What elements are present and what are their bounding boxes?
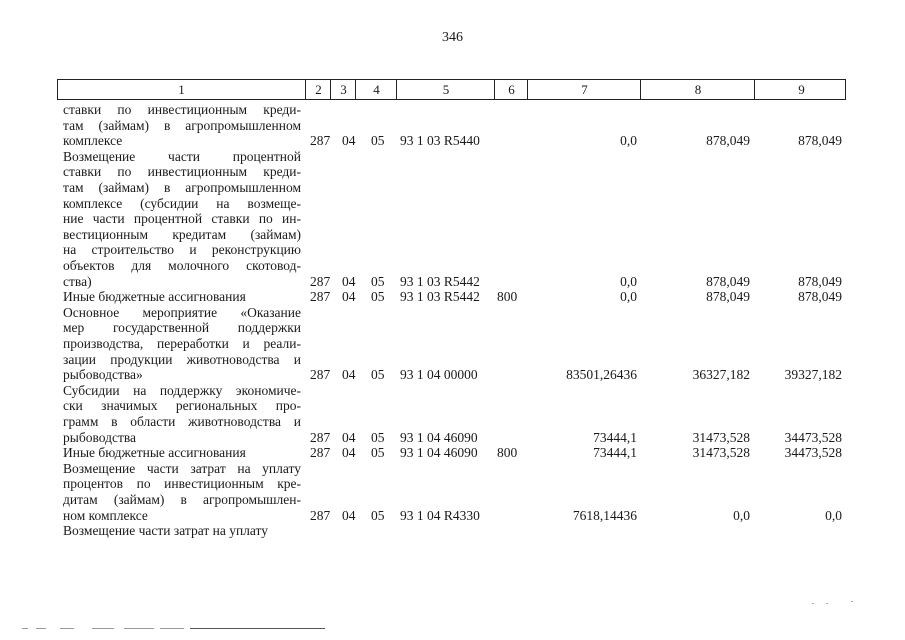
description-line: комплексе bbox=[63, 133, 123, 149]
table-row bbox=[0, 445, 905, 461]
description-line: Возмещение части процентной bbox=[63, 148, 301, 164]
cell-target-article: 93 1 03 R5442 bbox=[400, 273, 480, 289]
description-line: ставки по инвестиционным креди- bbox=[63, 102, 301, 117]
cell-ved: 287 bbox=[310, 289, 331, 305]
description-line: вестиционным кредитам (займам) bbox=[63, 226, 301, 242]
cell-subsection: 05 bbox=[371, 367, 385, 383]
cell-amount-col9: 34473,528 bbox=[784, 445, 842, 461]
cell-subsection: 05 bbox=[371, 429, 385, 445]
cell-section: 04 bbox=[342, 273, 356, 289]
description-line: ние части процентной ставки по ин- bbox=[63, 211, 301, 227]
table-row bbox=[0, 274, 905, 290]
scan-artifact-speck bbox=[851, 601, 853, 602]
cell-amount-col8: 31473,528 bbox=[692, 445, 750, 461]
cell-subsection: 05 bbox=[371, 133, 385, 149]
description-line: ставки по инвестиционным креди- bbox=[63, 164, 301, 180]
description-line: Иные бюджетные ассигнования bbox=[63, 289, 246, 305]
cell-target-article: 93 1 04 46090 bbox=[400, 429, 478, 445]
scan-artifact-line bbox=[190, 628, 325, 629]
description-line: на строительство и реконструкцию bbox=[63, 242, 301, 258]
cell-amount-col9: 39327,182 bbox=[784, 367, 842, 383]
scan-artifact-dash bbox=[60, 628, 74, 629]
cell-ved: 287 bbox=[310, 445, 331, 461]
cell-subsection: 05 bbox=[371, 445, 385, 461]
cell-target-article: 93 1 04 00000 bbox=[400, 367, 478, 383]
cell-amount-col7: 7618,14436 bbox=[572, 507, 637, 523]
cell-expense-type: 800 bbox=[497, 289, 518, 305]
cell-section: 04 bbox=[342, 445, 356, 461]
description-line: дитам (займам) в агропромышлен- bbox=[63, 491, 301, 507]
column-header-2: 2 bbox=[305, 80, 331, 99]
description-line: рыбоводства bbox=[63, 429, 137, 445]
cell-ved: 287 bbox=[310, 273, 331, 289]
description-line: ства) bbox=[63, 273, 92, 289]
cell-target-article: 93 1 04 R4330 bbox=[400, 507, 480, 523]
column-header-3: 3 bbox=[330, 80, 356, 99]
description-line: мер государственной поддержки bbox=[63, 320, 301, 336]
column-header-9: 9 bbox=[754, 80, 848, 99]
table-header bbox=[57, 79, 846, 100]
scan-artifact-dash bbox=[160, 628, 184, 629]
cell-amount-col7: 0,0 bbox=[620, 273, 637, 289]
table-row bbox=[0, 289, 905, 305]
cell-target-article: 93 1 03 R5442 bbox=[400, 289, 480, 305]
column-header-4: 4 bbox=[355, 80, 397, 99]
cell-target-article: 93 1 03 R5440 bbox=[400, 133, 480, 149]
description-line: Возмещение части затрат на уплату bbox=[63, 460, 301, 476]
description-line: грамм в области животноводства и bbox=[63, 413, 301, 429]
description-line: там (займам) в агропромышленном bbox=[63, 117, 301, 133]
table-row bbox=[0, 133, 905, 149]
cell-ved: 287 bbox=[310, 133, 331, 149]
cell-amount-col8: 878,049 bbox=[706, 289, 750, 305]
cell-amount-col8: 878,049 bbox=[706, 133, 750, 149]
scan-artifact-dash bbox=[36, 628, 46, 629]
description-line: Возмещение части затрат на уплату bbox=[63, 523, 269, 539]
cell-amount-col8: 31473,528 bbox=[692, 429, 750, 445]
description-line: Основное мероприятие «Оказание bbox=[63, 304, 301, 320]
scan-artifact-dash bbox=[92, 628, 114, 629]
cell-expense-type: 800 bbox=[497, 445, 518, 461]
cell-amount-col7: 73444,1 bbox=[593, 445, 637, 461]
description-line: Субсидии на поддержку экономиче- bbox=[63, 382, 301, 398]
cell-subsection: 05 bbox=[371, 273, 385, 289]
cell-section: 04 bbox=[342, 429, 356, 445]
cell-ved: 287 bbox=[310, 507, 331, 523]
column-header-6: 6 bbox=[494, 80, 528, 99]
description-line: объектов для молочного скотовод- bbox=[63, 257, 301, 273]
cell-amount-col8: 36327,182 bbox=[692, 367, 750, 383]
cell-amount-col8: 0,0 bbox=[733, 507, 750, 523]
cell-amount-col9: 34473,528 bbox=[784, 429, 842, 445]
cell-amount-col9: 878,049 bbox=[798, 133, 842, 149]
column-header-8: 8 bbox=[640, 80, 755, 99]
cell-amount-col7: 0,0 bbox=[620, 133, 637, 149]
cell-amount-col9: 0,0 bbox=[825, 507, 842, 523]
page-number: 346 bbox=[442, 30, 463, 45]
description-line: ски значимых региональных про- bbox=[63, 398, 301, 414]
scan-artifact-speck bbox=[812, 603, 814, 604]
cell-ved: 287 bbox=[310, 429, 331, 445]
table-row bbox=[0, 430, 905, 446]
cell-amount-col8: 878,049 bbox=[706, 273, 750, 289]
cell-section: 04 bbox=[342, 289, 356, 305]
cell-amount-col7: 73444,1 bbox=[593, 429, 637, 445]
column-header-7: 7 bbox=[527, 80, 641, 99]
description-line: Иные бюджетные ассигнования bbox=[63, 445, 246, 461]
row-description bbox=[63, 523, 301, 539]
description-line: зации продукции животноводства и bbox=[63, 351, 301, 367]
cell-amount-col7: 83501,26436 bbox=[566, 367, 637, 383]
row-description bbox=[63, 149, 301, 289]
cell-subsection: 05 bbox=[371, 507, 385, 523]
description-line: процентов по инвестиционным кре- bbox=[63, 476, 301, 492]
column-header-1: 1 bbox=[178, 82, 185, 97]
scan-artifact-speck bbox=[826, 603, 828, 604]
description-line: ном комплексе bbox=[63, 507, 148, 523]
cell-section: 04 bbox=[342, 367, 356, 383]
description-line: комплексе (субсидии на возмеще- bbox=[63, 195, 301, 211]
scan-artifact-dash bbox=[124, 628, 154, 629]
description-line: производства, переработки и реали- bbox=[63, 335, 301, 351]
cell-section: 04 bbox=[342, 133, 356, 149]
scan-artifact-dash bbox=[22, 628, 28, 629]
cell-section: 04 bbox=[342, 507, 356, 523]
cell-subsection: 05 bbox=[371, 289, 385, 305]
table-row bbox=[0, 508, 905, 524]
cell-amount-col9: 878,049 bbox=[798, 289, 842, 305]
table-row bbox=[0, 367, 905, 383]
cell-target-article: 93 1 04 46090 bbox=[400, 445, 478, 461]
description-line: там (займам) в агропромышленном bbox=[63, 179, 301, 195]
description-line: рыбоводства» bbox=[63, 367, 143, 383]
cell-ved: 287 bbox=[310, 367, 331, 383]
cell-amount-col9: 878,049 bbox=[798, 273, 842, 289]
column-header-5: 5 bbox=[396, 80, 495, 99]
cell-amount-col7: 0,0 bbox=[620, 289, 637, 305]
